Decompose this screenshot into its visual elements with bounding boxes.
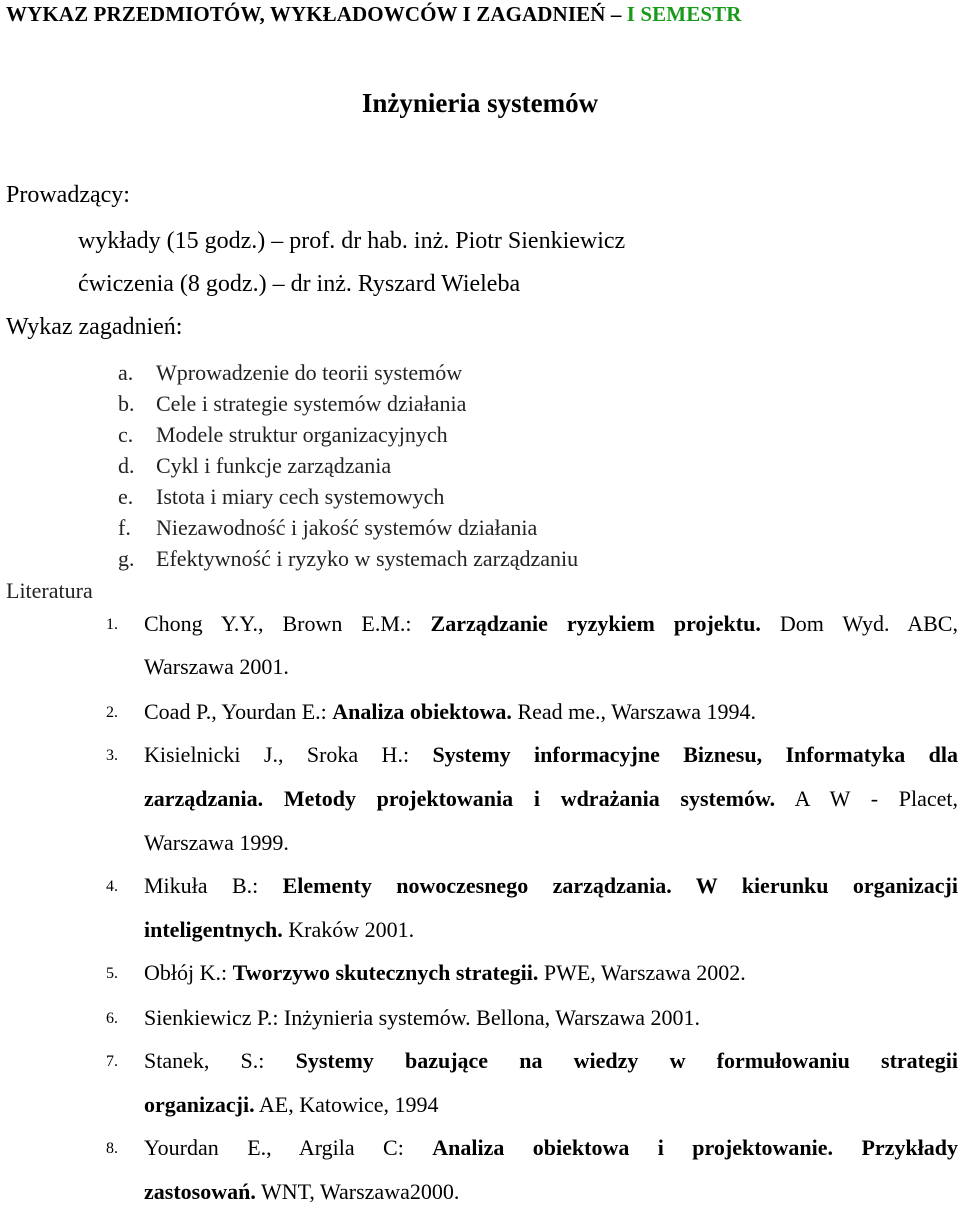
- topic-text: Efektywność i ryzyko w systemach zarządzaniu: [156, 546, 579, 571]
- instructors-heading: Prowadzący:: [6, 182, 130, 208]
- reference-line: [144, 960, 746, 986]
- reference-number: 3.: [106, 747, 118, 764]
- reference-text: Kisielnicki J., Sroka H.:: [144, 742, 433, 767]
- reference-title: zastosowań.: [144, 1179, 256, 1204]
- topic-text: Wprowadzenie do teorii systemów: [156, 360, 463, 385]
- topic-item: [118, 453, 391, 479]
- reference-title: Elementy nowoczesnego zarządzania. W kierunku organizacji: [282, 873, 958, 898]
- reference-line: [144, 742, 958, 768]
- topic-marker: b.: [118, 391, 135, 416]
- reference-line: [144, 1048, 958, 1074]
- reference-title: Analiza obiektowa i projektowanie. Przykłady: [432, 1135, 958, 1160]
- reference-line: [144, 611, 958, 637]
- reference-text: AE, Katowice, 1994: [254, 1092, 439, 1117]
- reference-title: Zarządzanie ryzykiem projektu.: [430, 611, 761, 636]
- reference-title: inteligentnych.: [144, 917, 283, 942]
- reference-number: 8.: [106, 1140, 118, 1157]
- reference-text: Read me., Warszawa 1994.: [511, 699, 756, 724]
- reference-number: 2.: [106, 704, 118, 721]
- reference-line: [144, 1092, 439, 1118]
- topic-marker: d.: [118, 453, 135, 478]
- reference-text: PWE, Warszawa 2002.: [538, 960, 746, 985]
- reference-text: Warszawa 1999.: [144, 830, 289, 855]
- reference-title: Systemy bazujące na wiedzy w formułowaniu strategii: [295, 1048, 958, 1073]
- topic-item: [118, 546, 578, 572]
- reference-number: 1.: [106, 616, 118, 633]
- topic-text: Niezawodność i jakość systemów działania: [156, 515, 538, 540]
- topic-text: Cele i strategie systemów działania: [156, 391, 467, 416]
- header-semester: I SEMESTR: [626, 2, 742, 26]
- reference-title: zarządzania. Metody projektowania i wdrażania systemów.: [144, 786, 776, 811]
- reference-line: [144, 1135, 958, 1161]
- reference-number: 4.: [106, 878, 118, 895]
- topic-text: Istota i miary cech systemowych: [156, 484, 445, 509]
- reference-text: Warszawa 2001.: [144, 654, 289, 679]
- reference-line: [144, 654, 289, 680]
- lectures-line: wykłady (15 godz.) – prof. dr hab. inż. Piotr Sienkiewicz: [78, 228, 626, 254]
- reference-number: 7.: [106, 1053, 118, 1070]
- reference-text: A W - Placet,: [775, 786, 958, 811]
- reference-line: [144, 1179, 459, 1205]
- reference-text: Sienkiewicz P.: Inżynieria systemów. Bellona, Warszawa 2001.: [144, 1005, 701, 1030]
- topic-marker: a.: [118, 360, 134, 385]
- topic-text: Cykl i funkcje zarządzania: [156, 453, 392, 478]
- reference-line: [144, 830, 289, 856]
- document-header: [6, 2, 741, 27]
- topic-item: [118, 422, 448, 448]
- reference-line: [144, 917, 414, 943]
- topic-item: [118, 360, 462, 386]
- topic-marker: g.: [118, 546, 135, 571]
- topic-marker: c.: [118, 422, 134, 447]
- reference-text: Mikuła B.:: [144, 873, 283, 898]
- topic-item: [118, 484, 444, 510]
- reference-line: [144, 873, 958, 899]
- topic-item: [118, 391, 466, 417]
- reference-title: Analiza obiektowa.: [332, 699, 512, 724]
- header-main: WYKAZ PRZEDMIOTÓW, WYKŁADOWCÓW I ZAGADNIEŃ –: [6, 2, 627, 26]
- reference-title: Tworzywo skutecznych strategii.: [232, 960, 539, 985]
- reference-text: Yourdan E., Argila C:: [144, 1135, 433, 1160]
- reference-text: Coad P., Yourdan E.:: [144, 699, 333, 724]
- reference-title: Systemy informacyjne Biznesu, Informatyka dla: [432, 742, 958, 767]
- reference-text: Chong Y.Y., Brown E.M.:: [144, 611, 431, 636]
- topic-text: Modele struktur organizacyjnych: [156, 422, 448, 447]
- reference-text: Stanek, S.:: [144, 1048, 296, 1073]
- reference-text: WNT, Warszawa2000.: [255, 1179, 460, 1204]
- topic-item: [118, 515, 537, 541]
- reference-line: [144, 786, 958, 812]
- reference-number: 5.: [106, 965, 118, 982]
- reference-text: Dom Wyd. ABC,: [760, 611, 958, 636]
- exercises-line: ćwiczenia (8 godz.) – dr inż. Ryszard Wieleba: [78, 271, 521, 297]
- topic-marker: e.: [118, 484, 134, 509]
- reference-number: 6.: [106, 1010, 118, 1027]
- reference-line: [144, 699, 756, 725]
- reference-text: Obłój K.:: [144, 960, 233, 985]
- topics-heading: Wykaz zagadnień:: [6, 314, 183, 340]
- reference-title: organizacji.: [144, 1092, 255, 1117]
- reference-text: Kraków 2001.: [282, 917, 415, 942]
- course-title: Inżynieria systemów: [361, 88, 599, 118]
- reference-line: [144, 1005, 700, 1031]
- literature-heading: Literatura: [6, 578, 93, 603]
- topic-marker: f.: [118, 515, 131, 540]
